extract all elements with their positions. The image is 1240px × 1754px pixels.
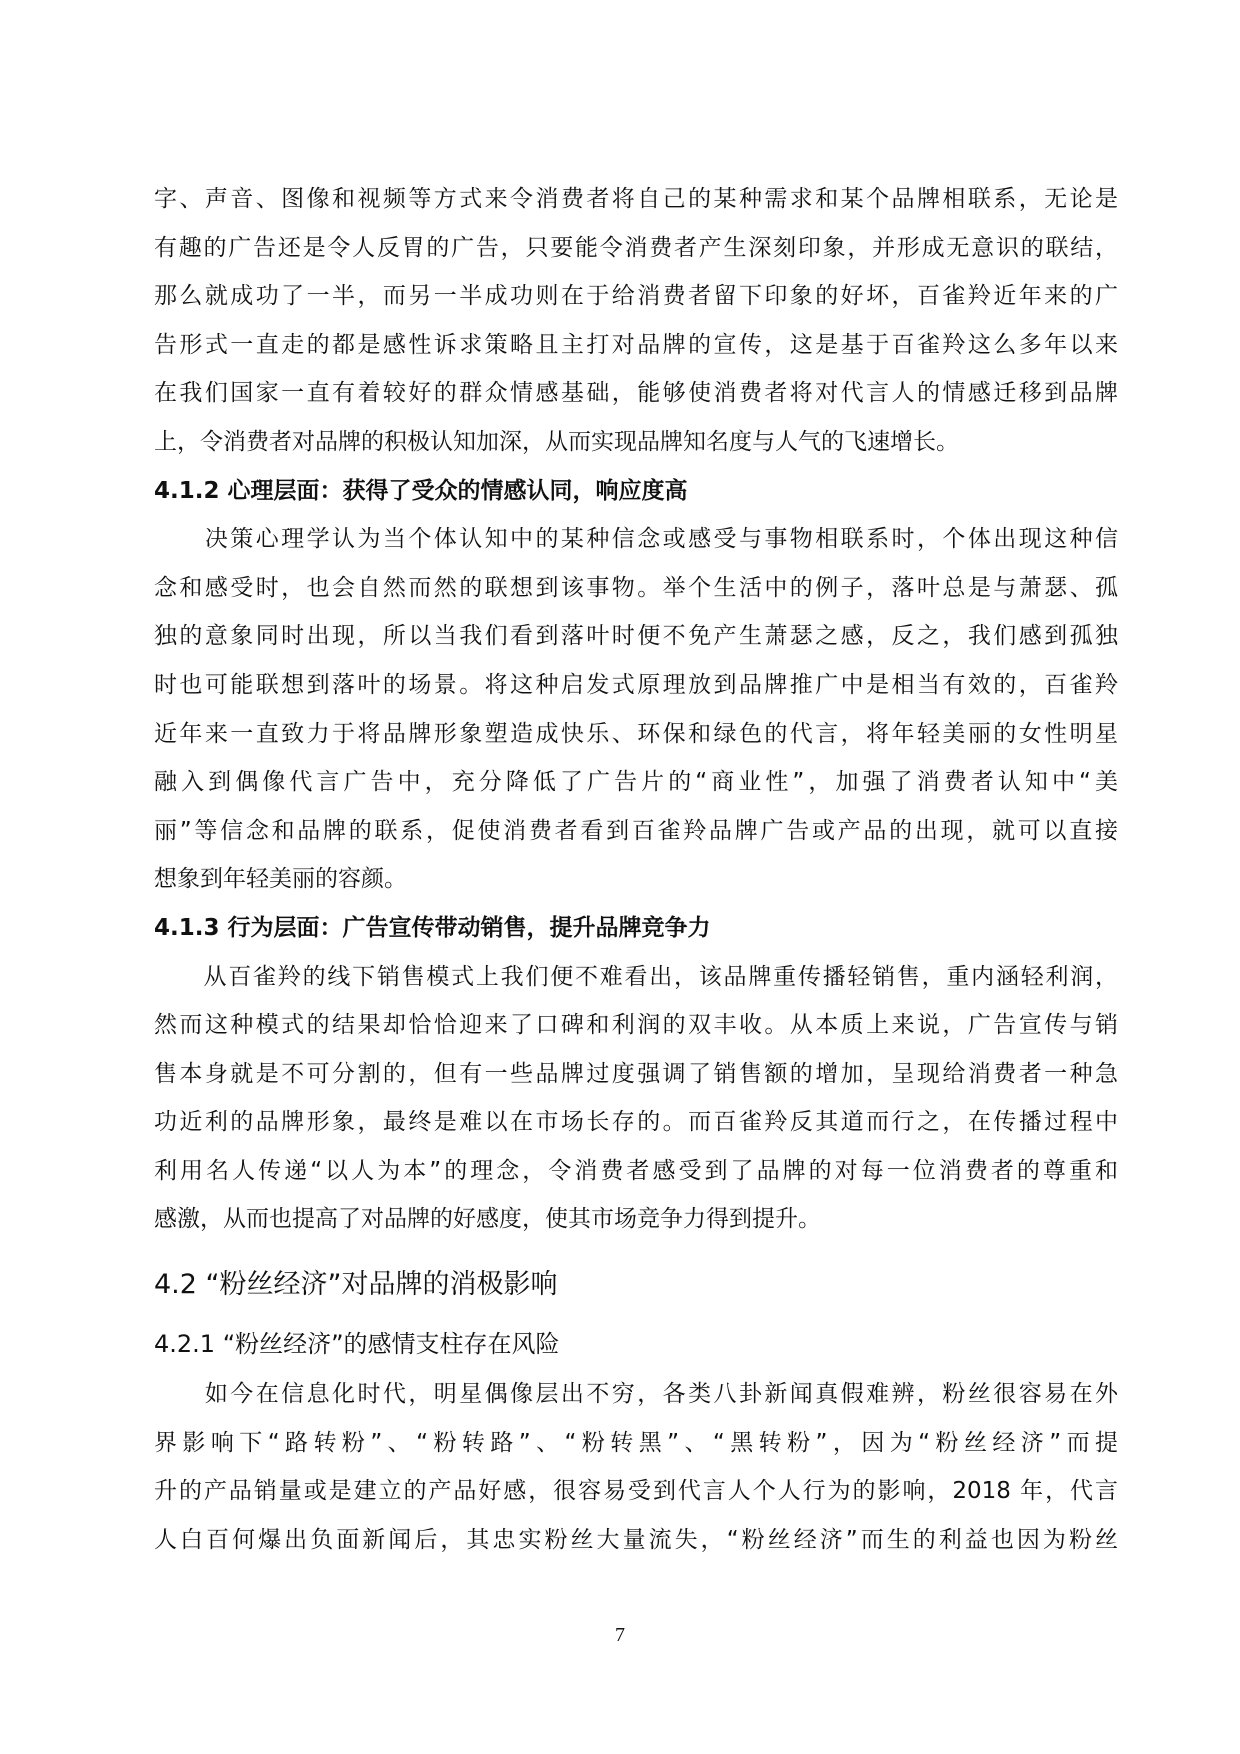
- text-line: 时也可能联想到落叶的场景。将这种启发式原理放到品牌推广中是相当有效的，百雀羚: [154, 671, 1118, 698]
- paragraph: [154, 175, 1118, 467]
- text-line: 然而这种模式的结果却恰恰迎来了口碑和利润的双丰收。从本质上来说，广告宣传与销: [154, 1012, 1118, 1039]
- text-line: 想象到年轻美丽的容颜。: [154, 866, 407, 893]
- text-line: 独的意象同时出现，所以当我们看到落叶时便不免产生萧瑟之感，反之，我们感到孤独: [154, 623, 1118, 650]
- text-line: 上，令消费者对品牌的积极认知加深，从而实现品牌知名度与人气的飞速增长。: [154, 428, 959, 455]
- text-line: 功近利的品牌形象，最终是难以在市场长存的。而百雀羚反其道而行之，在传播过程中: [154, 1109, 1118, 1136]
- section-heading-4-2-1: 4.2.1 “粉丝经济”的感情支柱存在风险: [154, 1330, 560, 1359]
- section-heading-4-1-3: 4.1.3 行为层面：广告宣传带动销售，提升品牌竞争力: [154, 914, 711, 941]
- text-line: 升的产品销量或是建立的产品好感，很容易受到代言人个人行为的影响，2018 年，代言: [154, 1478, 1118, 1505]
- paragraph: [154, 953, 1118, 1245]
- page-number: 7: [615, 1624, 625, 1646]
- text-line: 有趣的广告还是令人反胃的广告，只要能令消费者产生深刻印象，并形成无意识的联结，: [154, 234, 1118, 261]
- paragraph: [154, 1370, 1118, 1564]
- text-line: 字、声音、图像和视频等方式来令消费者将自己的某种需求和某个品牌相联系，无论是: [154, 186, 1118, 212]
- text-line: 告形式一直走的都是感性诉求策略且主打对品牌的宣传，这是基于百雀羚这么多年以来: [154, 331, 1118, 358]
- page-body: [154, 175, 1118, 1564]
- section-heading-4-2: 4.2 “粉丝经济”对品牌的消极影响: [154, 1269, 558, 1301]
- text-line: 界影响下“路转粉”、“粉转路”、“粉转黑”、“黑转粉”，因为“粉丝经济”而提: [154, 1429, 1118, 1456]
- text-line: 从百雀羚的线下销售模式上我们便不难看出，该品牌重传播轻销售，重内涵轻利润，: [154, 963, 1118, 990]
- text-line: 念和感受时，也会自然而然的联想到该事物。举个生活中的例子，落叶总是与萧瑟、孤: [154, 574, 1118, 601]
- text-line: 利用名人传递“以人为本”的理念，令消费者感受到了品牌的对每一位消费者的尊重和: [154, 1157, 1118, 1184]
- text-line: 融入到偶像代言广告中，充分降低了广告片的“商业性”，加强了消费者认知中“美: [154, 769, 1118, 796]
- section-heading-4-1-2: 4.1.2 心理层面：获得了受众的情感认同，响应度高: [154, 477, 688, 504]
- text-line: 决策心理学认为当个体认知中的某种信念或感受与事物相联系时，个体出现这种信: [154, 526, 1118, 553]
- text-line: 那么就成功了一半，而另一半成功则在于给消费者留下印象的好坏，百雀羚近年来的广: [154, 283, 1118, 310]
- text-line: 人白百何爆出负面新闻后，其忠实粉丝大量流失，“粉丝经济”而生的利益也因为粉丝: [154, 1526, 1118, 1553]
- text-line: 丽”等信念和品牌的联系，促使消费者看到百雀羚品牌广告或产品的出现，就可以直接: [154, 817, 1118, 844]
- paragraph: [154, 515, 1118, 904]
- text-line: 如今在信息化时代，明星偶像层出不穷，各类八卦新闻真假难辨，粉丝很容易在外: [154, 1381, 1118, 1408]
- text-line: 感激，从而也提高了对品牌的好感度，使其市场竞争力得到提升。: [154, 1206, 821, 1233]
- text-line: 售本身就是不可分割的，但有一些品牌过度强调了销售额的增加，呈现给消费者一种急: [154, 1060, 1118, 1087]
- text-line: 在我们国家一直有着较好的群众情感基础，能够使消费者将对代言人的情感迁移到品牌: [154, 380, 1118, 407]
- text-line: 近年来一直致力于将品牌形象塑造成快乐、环保和绿色的代言，将年轻美丽的女性明星: [154, 720, 1118, 747]
